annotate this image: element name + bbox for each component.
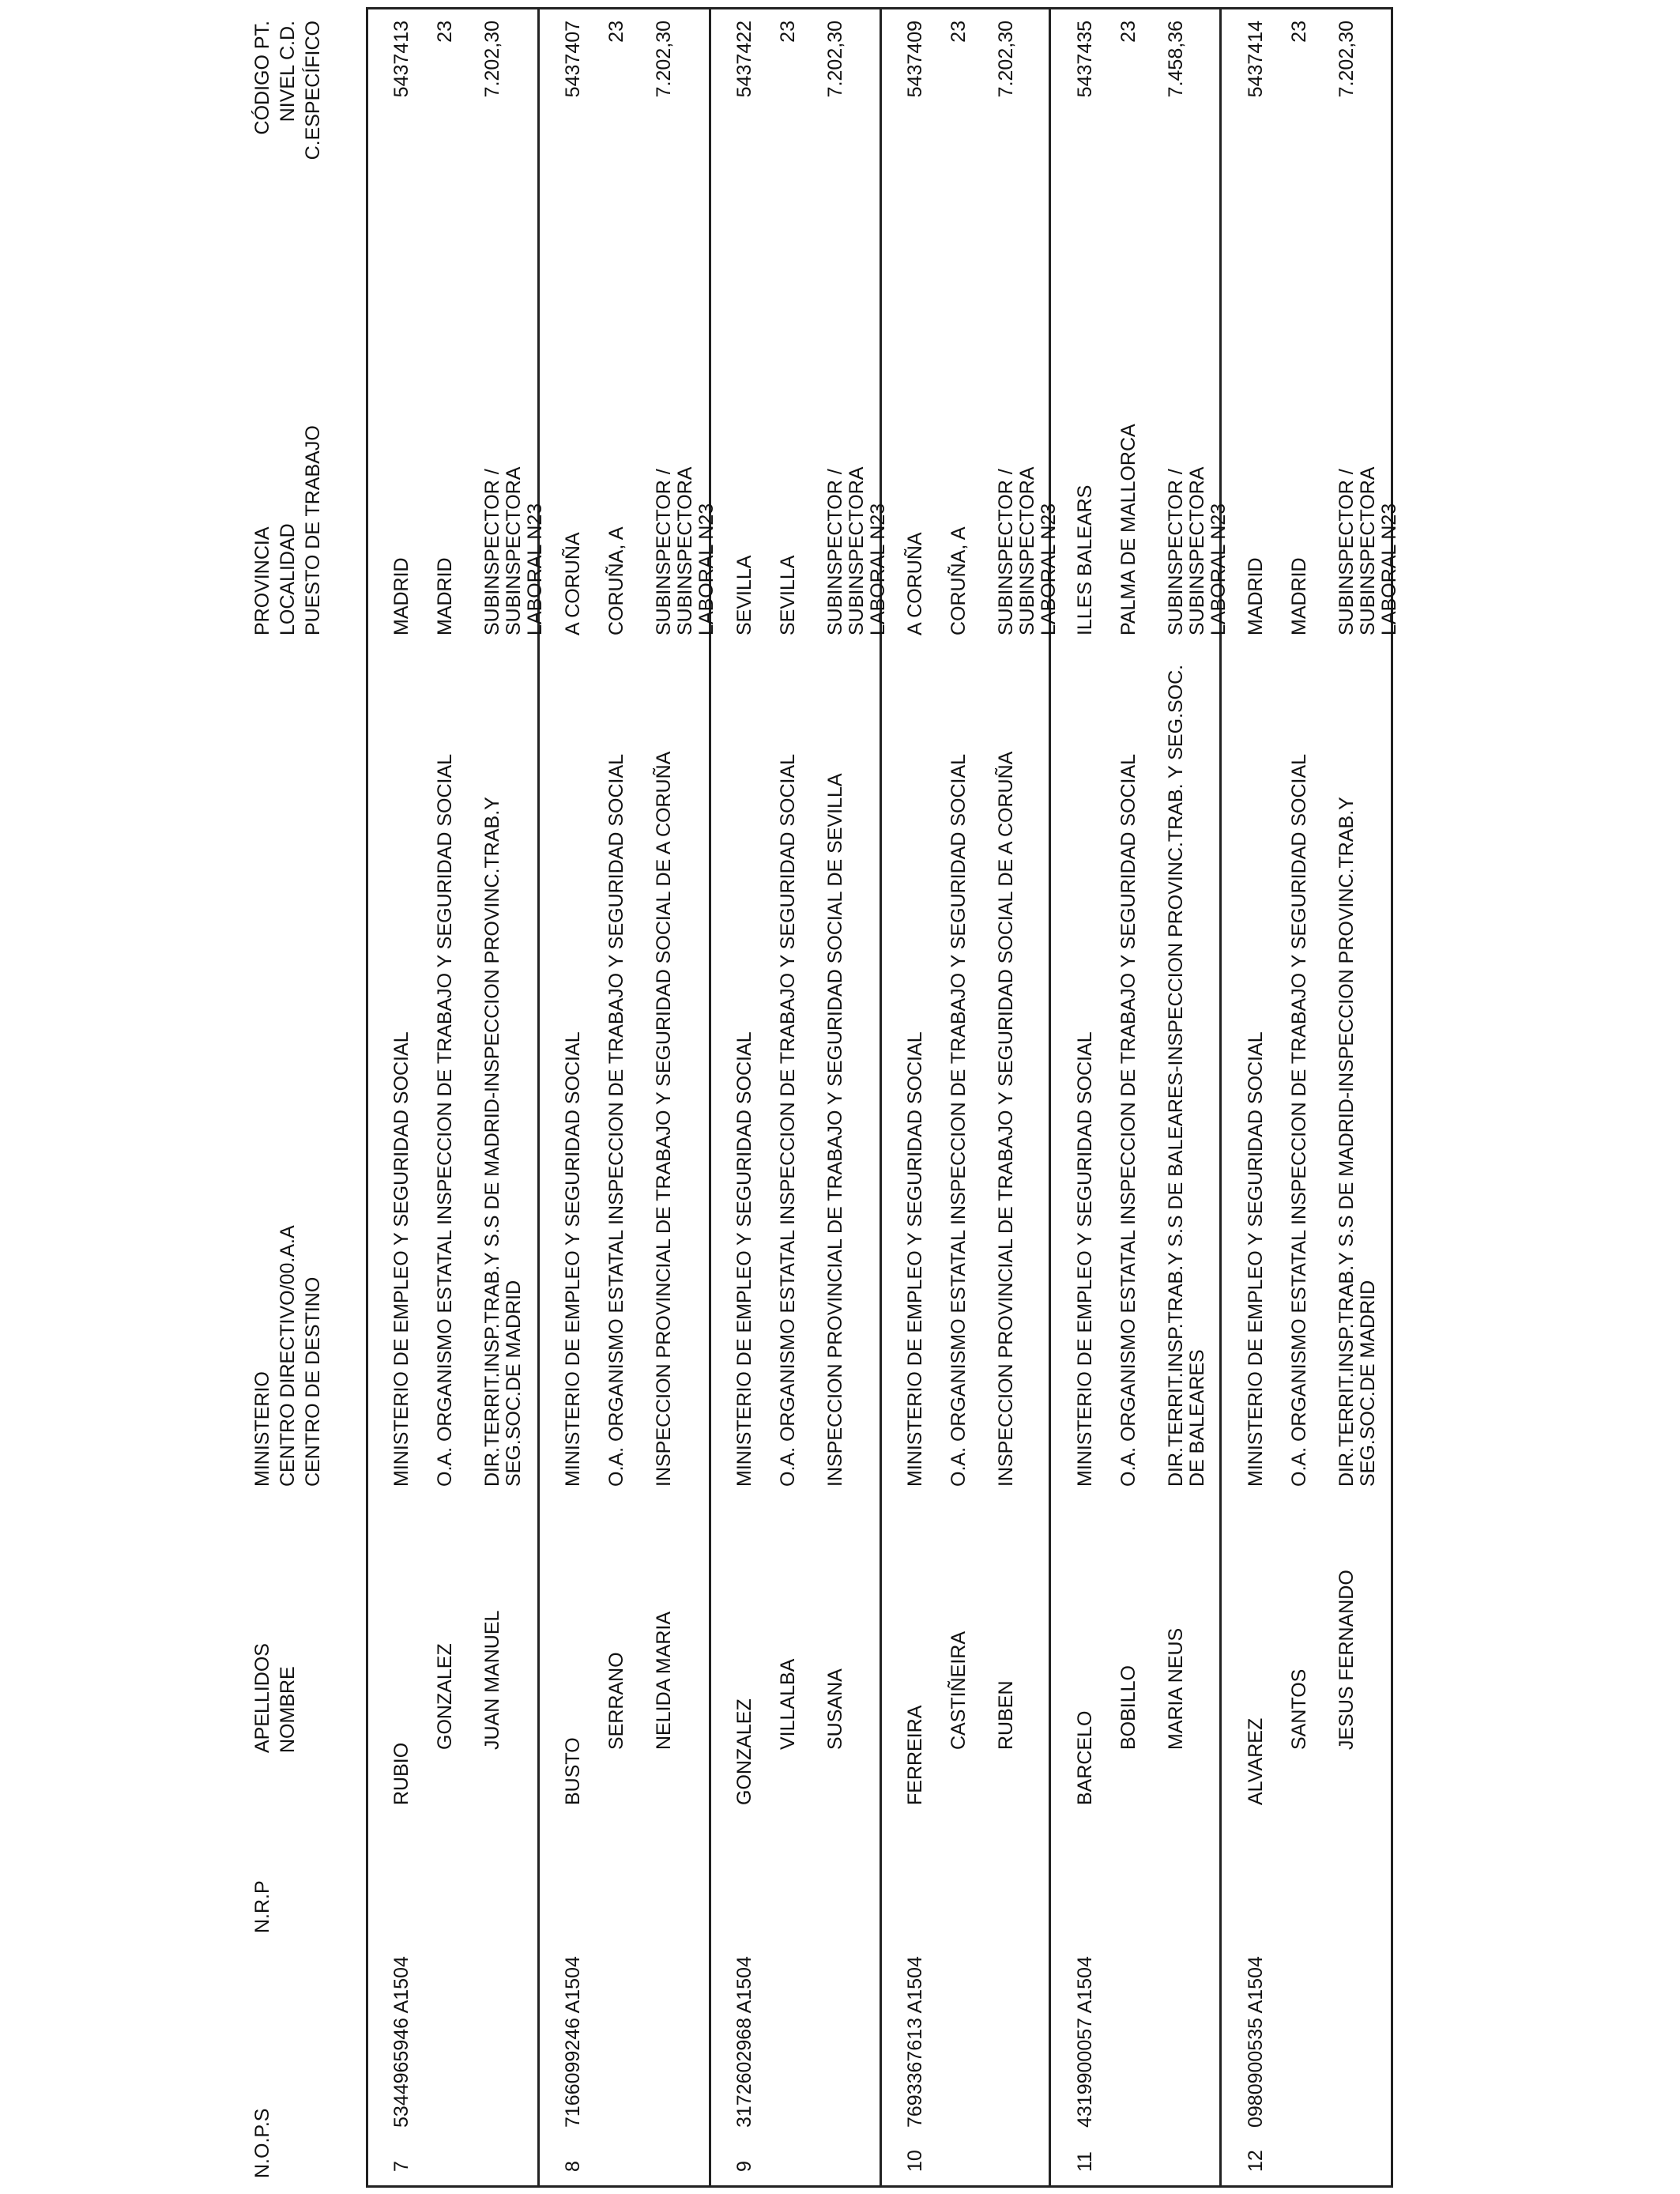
table-bottom-border — [1391, 9, 1393, 2188]
row-apellido1: FERREIRA — [904, 1705, 926, 1805]
row-ministerio: MINISTERIO DE EMPLEO Y SEGURIDAD SOCIAL — [390, 1031, 412, 1487]
row-provincia: MADRID — [390, 557, 412, 635]
row-codigo: 5437435 — [1074, 21, 1096, 98]
row-centro-destino: INSPECCION PROVINCIAL DE TRABAJO Y SEGURIDAD SOCIAL DE A CORUÑA — [995, 751, 1017, 1487]
header-centro-destino: CENTRO DE DESTINO — [302, 1276, 324, 1487]
row-nops: 9 — [733, 2161, 755, 2172]
row-centro-directivo: O.A. ORGANISMO ESTATAL INSPECCION DE TRABAJO Y SEGURIDAD SOCIAL — [1288, 753, 1310, 1487]
row-especifico: 7.202,30 — [653, 21, 675, 98]
row-apellido1: BUSTO — [562, 1737, 584, 1805]
header-localidad: LOCALIDAD — [277, 523, 299, 635]
row-provincia: MADRID — [1245, 557, 1267, 635]
header-nombre: NOMBRE — [277, 1666, 299, 1753]
row-nivel: 23 — [605, 21, 627, 43]
row-ministerio: MINISTERIO DE EMPLEO Y SEGURIDAD SOCIAL — [733, 1031, 755, 1487]
row-centro-directivo: O.A. ORGANISMO ESTATAL INSPECCION DE TRABAJO Y SEGURIDAD SOCIAL — [605, 753, 627, 1487]
header-nops: N.O.P.S — [251, 2108, 273, 2178]
row-apellido1: GONZALEZ — [733, 1698, 755, 1805]
row-nrp: 7693367613 A1504 — [904, 1956, 926, 2128]
row-apellido1: BARCELO — [1074, 1710, 1096, 1805]
row-puesto: SUBINSPECTOR / SUBINSPECTORA LABORAL N23 — [481, 467, 546, 635]
row-nombre: JESUS FERNANDO — [1335, 1570, 1358, 1750]
row-centro-destino: DIR.TERRIT.INSP.TRAB.Y S.S DE BALEARES-INSPECCION PROVINC.TRAB. Y SEG.SOC. DE BALEARES — [1165, 664, 1208, 1487]
row-apellido1: RUBIO — [390, 1742, 412, 1805]
row-nrp: 3172602968 A1504 — [733, 1956, 755, 2128]
row-centro-destino: DIR.TERRIT.INSP.TRAB.Y S.S DE MADRID-INSPECCION PROVINC.TRAB.Y SEG.SOC.DE MADRID — [1335, 797, 1379, 1487]
row-puesto: SUBINSPECTOR / SUBINSPECTORA LABORAL N23 — [824, 467, 889, 635]
row-nops: 11 — [1074, 2151, 1096, 2172]
row-centro-destino: INSPECCION PROVINCIAL DE TRABAJO Y SEGURIDAD SOCIAL DE SEVILLA — [824, 773, 846, 1487]
row-especifico: 7.202,30 — [1335, 21, 1358, 98]
row-localidad: CORUÑA, A — [947, 526, 970, 635]
header-ministerio: MINISTERIO — [251, 1371, 273, 1487]
header-apellidos: APELLIDOS — [251, 1643, 273, 1753]
row-centro-directivo: O.A. ORGANISMO ESTATAL INSPECCION DE TRABAJO Y SEGURIDAD SOCIAL — [434, 753, 456, 1487]
header-nivel: NIVEL C.D. — [277, 21, 299, 123]
row-separator — [880, 9, 882, 2188]
row-apellido2: BOBILLO — [1117, 1665, 1139, 1750]
row-nivel: 23 — [1288, 21, 1310, 43]
row-separator — [709, 9, 711, 2188]
row-nrp: 4319900057 A1504 — [1074, 1956, 1096, 2128]
header-especifico: C.ESPECÍFICO — [302, 21, 324, 160]
row-localidad: MADRID — [1288, 557, 1310, 635]
row-nombre: MARIA NEUS — [1165, 1627, 1187, 1750]
row-nombre: JUAN MANUEL — [481, 1610, 503, 1750]
row-nivel: 23 — [434, 21, 456, 43]
row-ministerio: MINISTERIO DE EMPLEO Y SEGURIDAD SOCIAL — [562, 1031, 584, 1487]
row-ministerio: MINISTERIO DE EMPLEO Y SEGURIDAD SOCIAL — [904, 1031, 926, 1487]
row-centro-directivo: O.A. ORGANISMO ESTATAL INSPECCION DE TRABAJO Y SEGURIDAD SOCIAL — [777, 753, 799, 1487]
row-localidad: SEVILLA — [777, 555, 799, 635]
row-especifico: 7.202,30 — [824, 21, 846, 98]
row-ministerio: MINISTERIO DE EMPLEO Y SEGURIDAD SOCIAL — [1074, 1031, 1096, 1487]
row-nombre: NELIDA MARIA — [653, 1611, 675, 1750]
row-nops: 10 — [904, 2150, 926, 2172]
row-nrp: 7166099246 A1504 — [562, 1956, 584, 2128]
row-codigo: 5437414 — [1245, 21, 1267, 98]
header-puesto: PUESTO DE TRABAJO — [302, 425, 324, 635]
row-separator — [537, 9, 540, 2188]
row-codigo: 5437407 — [562, 21, 584, 98]
row-nombre: RUBEN — [995, 1680, 1017, 1750]
row-separator — [1049, 9, 1051, 2188]
row-puesto: SUBINSPECTOR / SUBINSPECTORA LABORAL N23 — [653, 467, 718, 635]
row-nrp: 5344965946 A1504 — [390, 1956, 412, 2128]
header-nrp: N.R.P — [251, 1880, 273, 1933]
row-provincia: SEVILLA — [733, 555, 755, 635]
row-centro-destino: DIR.TERRIT.INSP.TRAB.Y S.S DE MADRID-INSPECCION PROVINC.TRAB.Y SEG.SOC.DE MADRID — [481, 797, 525, 1487]
row-codigo: 5437409 — [904, 21, 926, 98]
header-codigo: CÓDIGO PT. — [251, 21, 273, 135]
row-provincia: ILLES BALEARS — [1074, 484, 1096, 635]
row-ministerio: MINISTERIO DE EMPLEO Y SEGURIDAD SOCIAL — [1245, 1031, 1267, 1487]
row-codigo: 5437413 — [390, 21, 412, 98]
row-centro-directivo: O.A. ORGANISMO ESTATAL INSPECCION DE TRABAJO Y SEGURIDAD SOCIAL — [947, 753, 970, 1487]
row-nivel: 23 — [777, 21, 799, 43]
row-localidad: PALMA DE MALLORCA — [1117, 424, 1139, 635]
table-top-border — [366, 9, 368, 2188]
row-centro-directivo: O.A. ORGANISMO ESTATAL INSPECCION DE TRABAJO Y SEGURIDAD SOCIAL — [1117, 753, 1139, 1487]
row-apellido2: SERRANO — [605, 1652, 627, 1750]
row-puesto: SUBINSPECTOR / SUBINSPECTORA LABORAL N23 — [1335, 467, 1400, 635]
row-centro-destino: INSPECCION PROVINCIAL DE TRABAJO Y SEGURIDAD SOCIAL DE A CORUÑA — [653, 751, 675, 1487]
row-nivel: 23 — [947, 21, 970, 43]
row-apellido2: GONZALEZ — [434, 1643, 456, 1750]
row-especifico: 7.458,36 — [1165, 21, 1187, 98]
row-apellido2: CASTIÑEIRA — [947, 1630, 970, 1750]
row-nivel: 23 — [1117, 21, 1139, 43]
row-nops: 12 — [1245, 2150, 1267, 2172]
row-nops: 8 — [562, 2161, 584, 2172]
header-centro-directivo: CENTRO DIRECTIVO/00.A.A — [277, 1225, 299, 1487]
row-localidad: MADRID — [434, 557, 456, 635]
row-apellido2: VILLALBA — [777, 1658, 799, 1750]
row-especifico: 7.202,30 — [995, 21, 1017, 98]
row-separator — [1219, 9, 1222, 2188]
row-apellido2: SANTOS — [1288, 1668, 1310, 1750]
row-nrp: 0980900535 A1504 — [1245, 1956, 1267, 2128]
row-codigo: 5437422 — [733, 21, 755, 98]
row-localidad: CORUÑA, A — [605, 526, 627, 635]
row-nops: 7 — [390, 2161, 412, 2172]
row-puesto: SUBINSPECTOR / SUBINSPECTORA LABORAL N23 — [1165, 467, 1230, 635]
row-especifico: 7.202,30 — [481, 21, 503, 98]
row-apellido1: ALVAREZ — [1245, 1717, 1267, 1805]
row-provincia: A CORUÑA — [562, 532, 584, 635]
row-nombre: SUSANA — [824, 1668, 846, 1750]
header-provincia: PROVINCIA — [251, 526, 273, 635]
row-provincia: A CORUÑA — [904, 532, 926, 635]
row-puesto: SUBINSPECTOR / SUBINSPECTORA LABORAL N23 — [995, 467, 1060, 635]
